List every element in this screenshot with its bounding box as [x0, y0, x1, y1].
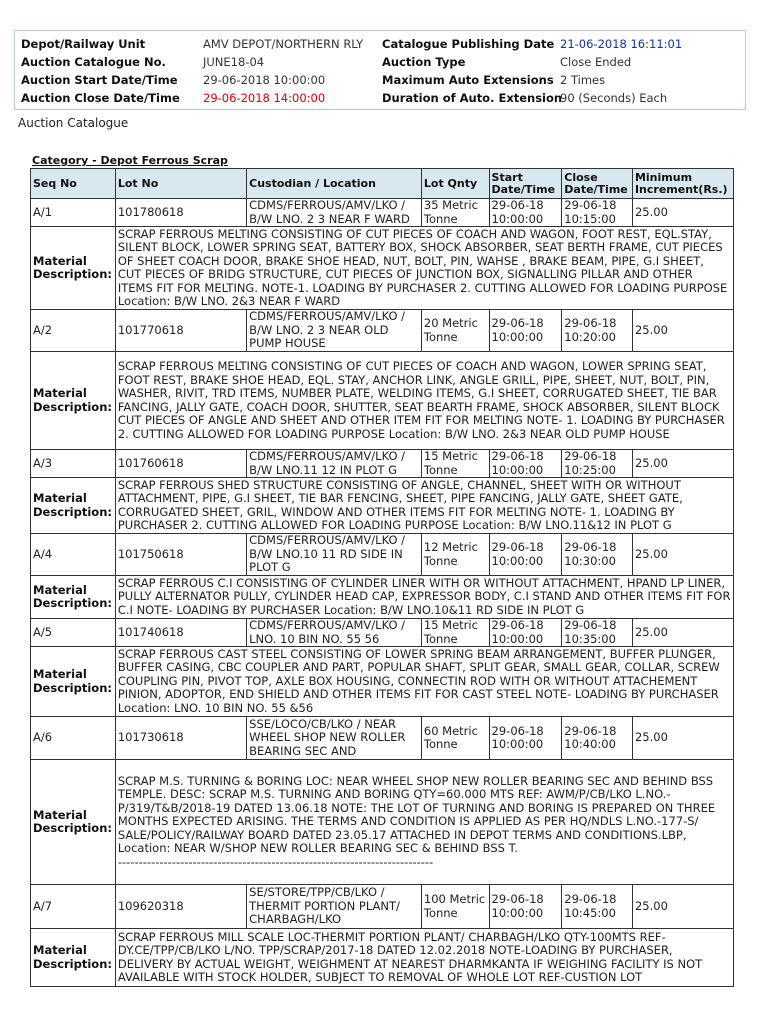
- lot-start: 29-06-18 10:00:00: [489, 619, 562, 647]
- material-label: Material Description:: [31, 478, 116, 534]
- lot-desc-row: [31, 647, 734, 717]
- lot-seq: A/3: [31, 450, 116, 478]
- catalogue-no-value: JUNE18-04: [203, 55, 265, 69]
- lot-seq: A/5: [31, 619, 116, 647]
- close-label: Auction Close Date/Time: [21, 91, 180, 105]
- lot-number: 109620318: [115, 885, 246, 929]
- lot-desc-row: [31, 929, 734, 987]
- material-label: Material Description:: [31, 576, 116, 619]
- auction-header: [14, 30, 746, 110]
- material-description: SCRAP FERROUS C.I CONSISTING OF CYLINDER LINER WITH OR WITHOUT ATTACHMENT, HPAND LP LINER, PULLY ALTERNATOR PULLY, CYLINDER HEAD CAP, EXPRESSOR BODY, C.I STAND AND OTHER ITEMS FIT FOR C.I NOTE- LOADING BY PURCHASER Location: B/W LNO.10&11 RD SIDE IN PLOT G: [115, 576, 733, 619]
- material-description: SCRAP FERROUS MILL SCALE LOC-THERMIT PORTION PLANT/ CHARBAGH/LKO QTY-100MTS REF-DY.CE/TPP/CB/LKO L/NO. TPP/SCRAP/2017-18 DATED 12.02.2018 NOTE-LOADING BY PURCHASER, DELIVERY BY ACTUAL WEIGHT, WEIGHMENT AT NEAREST DHARMKANTA IF WEIGHING FACILITY IS NOT AVAILABLE WITH STOCK HOLDER, SUBJECT TO REMOVAL OF WHOLE LOT REF-CUSTION LOT: [115, 929, 733, 987]
- lot-seq: A/7: [31, 885, 116, 929]
- lot-custodian: SE/STORE/TPP/CB/LKO / THERMIT PORTION PLANT/ CHARBAGH/LKO: [247, 885, 422, 929]
- lot-qty: 60 Metric Tonne: [421, 717, 489, 760]
- lot-start: 29-06-18 10:00:00: [489, 717, 562, 760]
- material-description: SCRAP FERROUS CAST STEEL CONSISTING OF LOWER SPRING BEAM ARRANGEMENT, BUFFER PLUNGER, BUFFER CASING, CBC COUPLER AND PART, POPULAR SHAFT, SPLIT GEAR, SMALL GEAR, COLLAR, SCREW COUPLING PIN, PIVOT TOP, AXLE BOX HOUSING, CONNECTIN ROD WITH OR WITHOUT ATTACHEMENT PINION, ADOPTOR, END SHIELD AND OTHER ITEMS FIT FOR CAST STEEL NOTE- LOADING BY PURCHASER Location: LNO. 10 BIN NO. 55 &56: [115, 647, 733, 717]
- category-heading: Category - Depot Ferrous Scrap: [32, 154, 228, 167]
- col-start-header: Start Date/Time: [489, 169, 562, 199]
- lot-number: 101740618: [115, 619, 246, 647]
- start-label: Auction Start Date/Time: [21, 73, 178, 87]
- material-description-text: SCRAP M.S. TURNING & BORING LOC: NEAR WHEEL SHOP NEW ROLLER BEARING SEC AND BEHIND BSS TEMPLE. DESC: SCRAP M.S. TURNING AND BORING QTY=60.000 MTS REF: AWM/P/CB/LKO L.NO.-P/319/T&B/2018-19 DATED 13.06.18 NOTE: THE LOT OF TURNING AND BORING IS PREPARED ON THREE MONTHS EXPECTED ARISING. THE TERMS AND CONDITION IS APPLIED AS PER HQ/NDLS L.NO.-177-S/ SALE/POLICY/RAILWAY BOARD DATED 23.05.17 ATTACHED IN DEPOT TERMS AND CONDITIONS.LBP, Location: NEAR W/SHOP NEW ROLLER BEARING SEC & BEHIND BSS T.: [117, 773, 716, 856]
- lot-close: 29-06-18 10:30:00: [562, 534, 633, 576]
- lot-increment: 25.00: [632, 619, 733, 647]
- lots-table: [30, 168, 734, 987]
- lot-increment: 25.00: [632, 717, 733, 760]
- lot-start: 29-06-18 10:00:00: [489, 450, 562, 478]
- lot-close: 29-06-18 10:20:00: [562, 310, 633, 352]
- lot-increment: 25.00: [632, 450, 733, 478]
- lot-seq: A/2: [31, 310, 116, 352]
- lot-custodian: CDMS/FERROUS/AMV/LKO / B/W LNO. 2 3 NEAR OLD PUMP HOUSE: [247, 310, 422, 352]
- lot-qty: 15 Metric Tonne: [421, 619, 489, 647]
- lot-increment: 25.00: [632, 199, 733, 227]
- lot-desc-row: [31, 478, 734, 534]
- lot-row: [31, 534, 734, 576]
- lot-desc-row: [31, 227, 734, 310]
- lot-number: 101730618: [115, 717, 246, 760]
- lot-qty: 12 Metric Tonne: [421, 534, 489, 576]
- lot-custodian: CDMS/FERROUS/AMV/LKO / LNO. 10 BIN NO. 55 56: [247, 619, 422, 647]
- lot-seq: A/6: [31, 717, 116, 760]
- material-description: SCRAP FERROUS MELTING CONSISTING OF CUT PIECES OF COACH AND WAGON, FOOT REST, EQL.STAY, SILENT BLOCK, LOWER SPRING SEAT, BATTERY BOX, SHOCK ABSORBER, SEAT BERTH FRAME, CUT PIECES OF SHEET COACH DOOR, BRAKE SHOE HEAD, NUT, BOLT, PIN, WAHSE , BRAKE BEAM, PIPE, G.I SHEET, CUT PIECES OF BRIDG STRUCTURE, CUT PIECES OF JUNCTION BOX, SIGNALLING PILLAR AND OTHER ITEMS FIT FOR MELTING. NOTE-1. LOADING BY PURCHASER 2. CUTTING ALLOWED FOR LOADING PURPOSE Location: B/W LNO. 2&3 NEAR F WARD: [115, 227, 733, 310]
- lot-close: 29-06-18 10:40:00: [562, 717, 633, 760]
- type-value: Close Ended: [560, 55, 632, 69]
- material-description: SCRAP FERROUS SHED STRUCTURE CONSISTING OF ANGLE, CHANNEL, SHEET WITH OR WITHOUT ATTACHMENT, PIPE, G.I SHEET, TIE BAR FENCING, SHEET, PIPE FANCING, JALLY GATE, SHEET GATE, CORRUGATED SHEET, GRIL, WINDOW AND OTHER ITEMS FIT FOR MELTING NOTE- 1. LOADING BY PURCHASER 2. CUTTING ALLOWED FOR LOADING PURPOSE Location: B/W LNO.11&12 IN PLOT G: [115, 478, 733, 534]
- lot-custodian: CDMS/FERROUS/AMV/LKO / B/W LNO.11 12 IN PLOT G: [247, 450, 422, 478]
- lot-row: [31, 885, 734, 929]
- lot-desc-row: [31, 576, 734, 619]
- depot-value: AMV DEPOT/NORTHERN RLY: [203, 37, 364, 51]
- catalogue-no-label: Auction Catalogue No.: [21, 55, 166, 69]
- catalog-title: Auction Catalogue: [18, 116, 129, 130]
- lot-increment: 25.00: [632, 885, 733, 929]
- lot-custodian: CDMS/FERROUS/AMV/LKO / B/W LNO.10 11 RD SIDE IN PLOT G: [247, 534, 422, 576]
- lot-start: 29-06-18 10:00:00: [489, 534, 562, 576]
- duration-value: 90 (Seconds) Each: [560, 91, 668, 105]
- material-label: Material Description:: [31, 760, 116, 885]
- lot-increment: 25.00: [632, 310, 733, 352]
- lot-qty: 100 Metric Tonne: [421, 885, 489, 929]
- lot-close: 29-06-18 10:35:00: [562, 619, 633, 647]
- publish-label: Catalogue Publishing Date: [382, 37, 555, 51]
- material-label: Material Description:: [31, 352, 116, 450]
- lot-qty: 35 Metric Tonne: [421, 199, 489, 227]
- duration-label: Duration of Auto. Extension: [382, 91, 563, 105]
- col-increment-header: Minimum Increment(Rs.): [632, 169, 733, 199]
- col-close-header: Close Date/Time: [562, 169, 633, 199]
- close-value: 29-06-2018 14:00:00: [203, 91, 326, 105]
- lot-row: [31, 199, 734, 227]
- lot-qty: 15 Metric Tonne: [421, 450, 489, 478]
- table-header-row: [31, 169, 734, 199]
- lot-number: 101770618: [115, 310, 246, 352]
- max-ext-value: 2 Times: [560, 73, 606, 87]
- col-qty-header: Lot Qnty: [421, 169, 489, 199]
- lot-start: 29-06-18 10:00:00: [489, 310, 562, 352]
- lot-increment: 25.00: [632, 534, 733, 576]
- max-ext-label: Maximum Auto Extensions: [382, 73, 554, 87]
- lot-seq: A/1: [31, 199, 116, 227]
- col-custodian-header: Custodian / Location: [247, 169, 422, 199]
- lot-close: 29-06-18 10:25:00: [562, 450, 633, 478]
- lot-seq: A/4: [31, 534, 116, 576]
- lot-close: 29-06-18 10:45:00: [562, 885, 633, 929]
- material-label: Material Description:: [31, 227, 116, 310]
- publish-value: 21-06-2018 16:11:01: [560, 37, 683, 51]
- col-seq-header: Seq No: [31, 169, 116, 199]
- lot-close: 29-06-18 10:15:00: [562, 199, 633, 227]
- lot-row: [31, 450, 734, 478]
- type-label: Auction Type: [382, 55, 466, 69]
- lot-desc-row: [31, 760, 734, 885]
- material-description: SCRAP FERROUS MELTING CONSISTING OF CUT PIECES OF COACH AND WAGON, LOWER SPRING SEAT, FOOT REST, BRAKE SHOE HEAD, EQL. STAY, ANCHOR LINK, ANGLE GRILL, PIPE, SHEET, NUT, BOLT, PIN, WASHER, RIVIT, TRD ITEMS, NUMBER PLATE, WELDING ITEMS, G.I SHEET, CORRUGATED SHEET, TIE BAR FANCING, JALLY GATE, COACH DOOR, SHUTTER, SEAT BEARTH FRAME, SHOCK ABSORBER, SILENT BLOCK CUT PIECES OF ANGLE AND SHEET AND OTHER ITEM FIT FOR MELTING NOTE- 1. LOADING BY PURCHASER 2. CUTTING ALLOWED FOR LOADING PURPOSE Location: B/W LNO. 2&3 NEAR OLD PUMP HOUSE: [115, 352, 733, 450]
- lot-desc-row: [31, 352, 734, 450]
- material-label: Material Description:: [31, 929, 116, 987]
- lot-number: 101750618: [115, 534, 246, 576]
- lot-row: [31, 619, 734, 647]
- lot-custodian: SSE/LOCO/CB/LKO / NEAR WHEEL SHOP NEW ROLLER BEARING SEC AND: [247, 717, 422, 760]
- material-description: [115, 760, 733, 885]
- start-value: 29-06-2018 10:00:00: [203, 73, 326, 87]
- lot-qty: 20 Metric Tonne: [421, 310, 489, 352]
- lot-start: 29-06-18 10:00:00: [489, 199, 562, 227]
- lot-number: 101760618: [115, 450, 246, 478]
- description-divider: ----------------------------------------------------------------------------: [117, 854, 434, 869]
- lot-custodian: CDMS/FERROUS/AMV/LKO / B/W LNO. 2 3 NEAR F WARD: [247, 199, 422, 227]
- material-label: Material Description:: [31, 647, 116, 717]
- col-lot-header: Lot No: [115, 169, 246, 199]
- depot-label: Depot/Railway Unit: [21, 37, 146, 51]
- lot-row: [31, 310, 734, 352]
- lot-number: 101780618: [115, 199, 246, 227]
- lot-start: 29-06-18 10:00:00: [489, 885, 562, 929]
- lot-row: [31, 717, 734, 760]
